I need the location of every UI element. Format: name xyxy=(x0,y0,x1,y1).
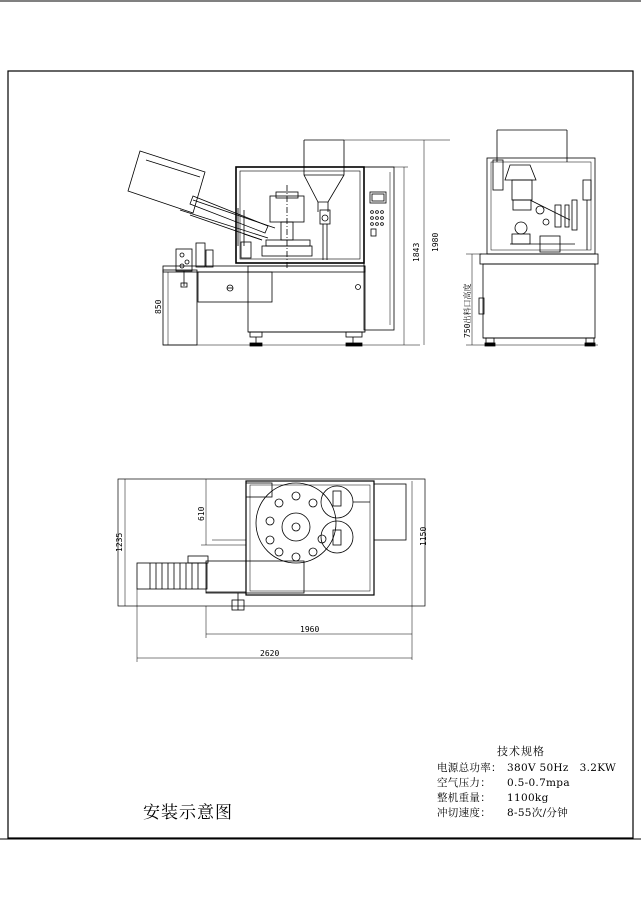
drawing-frame xyxy=(8,71,633,838)
spec-label: 电源总功率： xyxy=(437,762,502,774)
plan-view xyxy=(118,479,425,662)
plan-feeder-box xyxy=(206,561,304,593)
control-panel-column xyxy=(364,167,394,330)
lower-cabinet xyxy=(163,266,365,272)
spec-label: 冲切速度： xyxy=(437,807,491,819)
side-view xyxy=(466,130,598,346)
spec-value: 380V 50Hz 3.2KW xyxy=(507,762,617,774)
dim-label-750: 750出料口高度 xyxy=(463,283,472,338)
dim-label-610: 610 xyxy=(197,506,206,521)
control-box xyxy=(176,249,192,271)
hopper-inner-line xyxy=(146,160,200,177)
feeder-tray xyxy=(190,196,268,233)
dim-label-850: 850 xyxy=(154,299,163,314)
front-view xyxy=(128,140,450,346)
dim-label-1960: 1960 xyxy=(300,625,320,634)
side-lower-base xyxy=(480,254,598,264)
dim-label-2620: 2620 xyxy=(260,649,280,658)
dim-label-1235: 1235 xyxy=(115,532,124,552)
drawing-title: 安装示意图 xyxy=(143,803,233,823)
lower-body xyxy=(248,266,365,332)
spec-value: 8-55次/分钟 xyxy=(507,807,569,819)
spec-row-power xyxy=(437,760,616,775)
spec-value: 1100kg xyxy=(507,792,549,804)
feeder-rail-lower xyxy=(180,210,268,238)
spec-value: 0.5-0.7mpa xyxy=(507,777,570,789)
dim-label-1980: 1980 xyxy=(431,232,440,252)
upper-cabinet xyxy=(236,167,364,263)
dim-label-1843: 1843 xyxy=(412,242,421,262)
spec-row-speed xyxy=(437,805,568,820)
spec-label: 整机重量： xyxy=(437,792,491,804)
plan-outline xyxy=(118,479,425,606)
plan-conveyor xyxy=(137,563,207,589)
spec-title: 技术规格 xyxy=(497,745,545,758)
spec-row-air-pressure xyxy=(437,775,570,790)
dim-label-1150: 1150 xyxy=(419,526,428,546)
spec-label: 空气压力： xyxy=(437,777,491,789)
tube-hopper xyxy=(128,151,205,213)
spec-row-weight xyxy=(437,790,549,805)
